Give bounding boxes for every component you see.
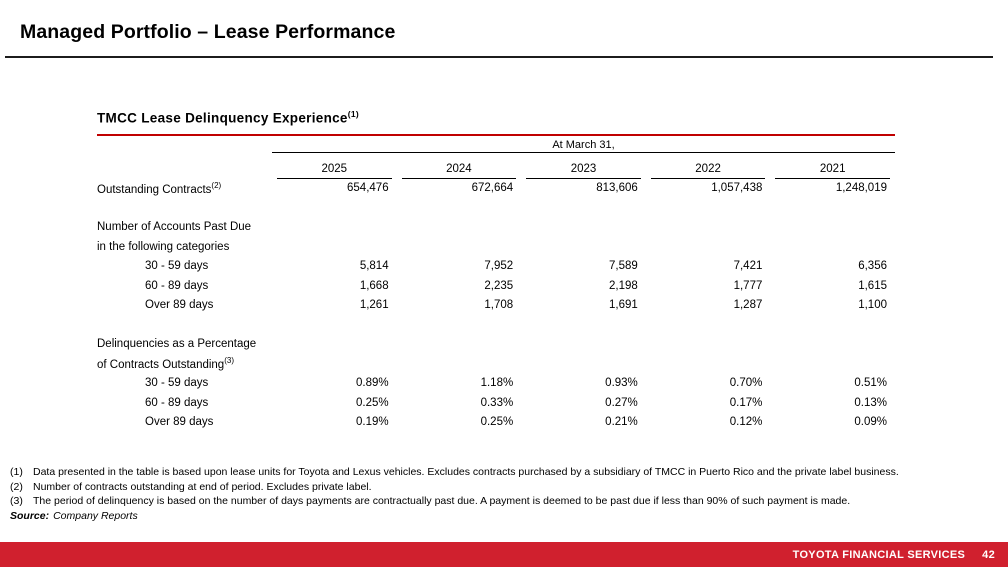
row-label: 60 - 89 days	[145, 396, 209, 409]
footnote-marker: (2)	[10, 480, 23, 493]
cell-value: 0.25%	[355, 396, 389, 409]
cell-value	[272, 198, 397, 218]
cell-value: 0.21%	[605, 416, 638, 429]
cell-value	[397, 335, 522, 355]
cell-value	[646, 198, 771, 218]
row-label: Number of Accounts Past Due	[97, 221, 252, 234]
cell-value: 0.09%	[854, 416, 887, 429]
cell-value: 0.93%	[605, 377, 638, 390]
cell-value: 0.12%	[729, 416, 763, 429]
footnote	[10, 494, 1000, 509]
footnote-text: Data presented in the table is based upon lease units for Toyota and Lexus vehicles. Excludes contracts purchased by a subsidiary of TMCC in Puerto Rico and the private label business.	[33, 466, 899, 478]
cell-value: 0.27%	[605, 396, 638, 409]
cell-value	[646, 354, 771, 374]
cell-value	[646, 315, 771, 335]
cell-value	[770, 237, 895, 257]
date-header: At March 31,	[272, 136, 895, 153]
row-label: Outstanding Contracts$^{(2)}$	[97, 180, 222, 196]
source-line	[10, 509, 1000, 524]
cell-value: 672,664	[471, 182, 514, 195]
footer-brand: TOYOTA FINANCIAL SERVICES	[792, 548, 966, 561]
cell-value	[770, 315, 895, 335]
table-row	[97, 276, 895, 296]
cell-value: 1,708	[484, 299, 514, 312]
cell-value	[272, 218, 397, 238]
table-body	[97, 179, 895, 433]
cell-value: 0.13%	[854, 396, 887, 409]
title-divider	[5, 56, 993, 58]
year-column-header: 2022	[646, 153, 771, 179]
cell-value: 2,198	[609, 279, 638, 292]
footnote-marker: (3)	[10, 495, 23, 507]
cell-value	[521, 198, 646, 218]
table-row	[97, 257, 895, 277]
table-row	[97, 413, 895, 433]
cell-value	[397, 315, 522, 335]
cell-value	[646, 237, 771, 257]
year-column-header: 2023	[521, 153, 646, 179]
cell-value	[521, 354, 646, 374]
cell-value: 1,057,438	[711, 182, 763, 195]
year-column-header: 2021	[770, 153, 895, 179]
cell-value	[770, 198, 895, 218]
cell-value	[770, 218, 895, 238]
cell-value: 0.89%	[355, 377, 389, 390]
cell-value	[397, 237, 522, 257]
cell-value	[770, 335, 895, 355]
table-row	[97, 335, 895, 355]
cell-value	[521, 315, 646, 335]
footnote-ref: (2)	[211, 180, 222, 190]
cell-value: 0.19%	[355, 416, 389, 429]
row-label: in the following categories	[97, 240, 230, 253]
footer-bar	[0, 542, 1008, 567]
table-row	[97, 237, 895, 257]
table-row	[97, 296, 895, 316]
cell-value	[272, 335, 397, 355]
cell-value: 7,421	[733, 260, 763, 273]
cell-value	[397, 218, 522, 238]
cell-value: 1,691	[609, 299, 638, 312]
cell-value: 0.17%	[729, 396, 763, 409]
cell-value	[272, 315, 397, 335]
source-label: Source:	[10, 509, 50, 522]
table-title-footnote-ref: (1)	[347, 109, 360, 119]
row-label: Over 89 days	[145, 299, 214, 312]
row-label: 30 - 59 days	[145, 260, 209, 273]
cell-value: 7,952	[484, 260, 514, 273]
cell-value: 1.18%	[480, 377, 514, 390]
table-row	[97, 374, 895, 394]
year-header-row	[97, 153, 895, 179]
cell-value: 1,248,019	[835, 182, 887, 195]
cell-value: 7,589	[609, 260, 638, 273]
row-label: Over 89 days	[145, 416, 214, 429]
cell-value	[770, 354, 895, 374]
cell-value	[521, 237, 646, 257]
cell-value: 6,356	[858, 260, 887, 273]
table-title-text: TMCC Lease Delinquency Experience	[97, 110, 348, 126]
year-column-header: 2024	[397, 153, 522, 179]
row-label: 30 - 59 days	[145, 377, 209, 390]
footnotes	[10, 465, 1000, 524]
cell-value	[521, 335, 646, 355]
footnote-text: Number of contracts outstanding at end of period. Excludes private label.	[33, 480, 372, 493]
cell-value: 1,668	[359, 279, 389, 292]
cell-value: 1,261	[359, 299, 389, 312]
row-label: 60 - 89 days	[145, 279, 209, 292]
cell-value	[646, 335, 771, 355]
row-label	[97, 198, 272, 218]
cell-value	[521, 218, 646, 238]
cell-value: 0.25%	[480, 416, 514, 429]
footnote-ref: (3)	[224, 356, 234, 366]
cell-value: 2,235	[484, 279, 514, 292]
spacer-row	[97, 315, 895, 335]
cell-value: 0.33%	[480, 396, 514, 409]
row-label: Delinquencies as a Percentage	[97, 338, 257, 351]
cell-value: 5,814	[359, 260, 389, 273]
footnote	[10, 465, 1000, 480]
label-column-spacer	[97, 153, 272, 179]
cell-value: 0.70%	[729, 377, 763, 390]
cell-value: 654,476	[347, 182, 389, 195]
cell-value: 1,287	[733, 299, 763, 312]
year-column-header: 2025	[272, 153, 397, 179]
table-row	[97, 393, 895, 413]
delinquency-table	[97, 153, 895, 433]
cell-value	[397, 354, 522, 374]
table-title	[97, 104, 895, 129]
cell-value: 0.51%	[854, 377, 887, 390]
cell-value: 1,100	[858, 299, 887, 312]
cell-value: 1,777	[733, 279, 763, 292]
delinquency-table-section	[97, 104, 895, 432]
table-row	[97, 354, 895, 374]
cell-value	[272, 237, 397, 257]
cell-value	[272, 354, 397, 374]
slide-title: Managed Portfolio – Lease Performance	[20, 21, 396, 43]
cell-value	[646, 218, 771, 238]
spacer-row	[97, 198, 895, 218]
footnote-marker: (1)	[10, 466, 23, 478]
table-row	[97, 218, 895, 238]
cell-value: 813,606	[596, 182, 638, 195]
footnote	[10, 480, 1000, 495]
table-row	[97, 179, 895, 199]
cell-value: 1,615	[858, 279, 887, 292]
row-label	[97, 315, 272, 335]
source-text: Company Reports	[53, 509, 138, 522]
page-number: 42	[982, 548, 995, 561]
cell-value	[397, 198, 522, 218]
footnote-text: The period of delinquency is based on the number of days payments are contractually past due. A payment is deemed to be past due if less than 90% of such payment is made.	[33, 495, 851, 507]
row-label: of Contracts Outstanding$^{(3)}$	[97, 356, 234, 372]
